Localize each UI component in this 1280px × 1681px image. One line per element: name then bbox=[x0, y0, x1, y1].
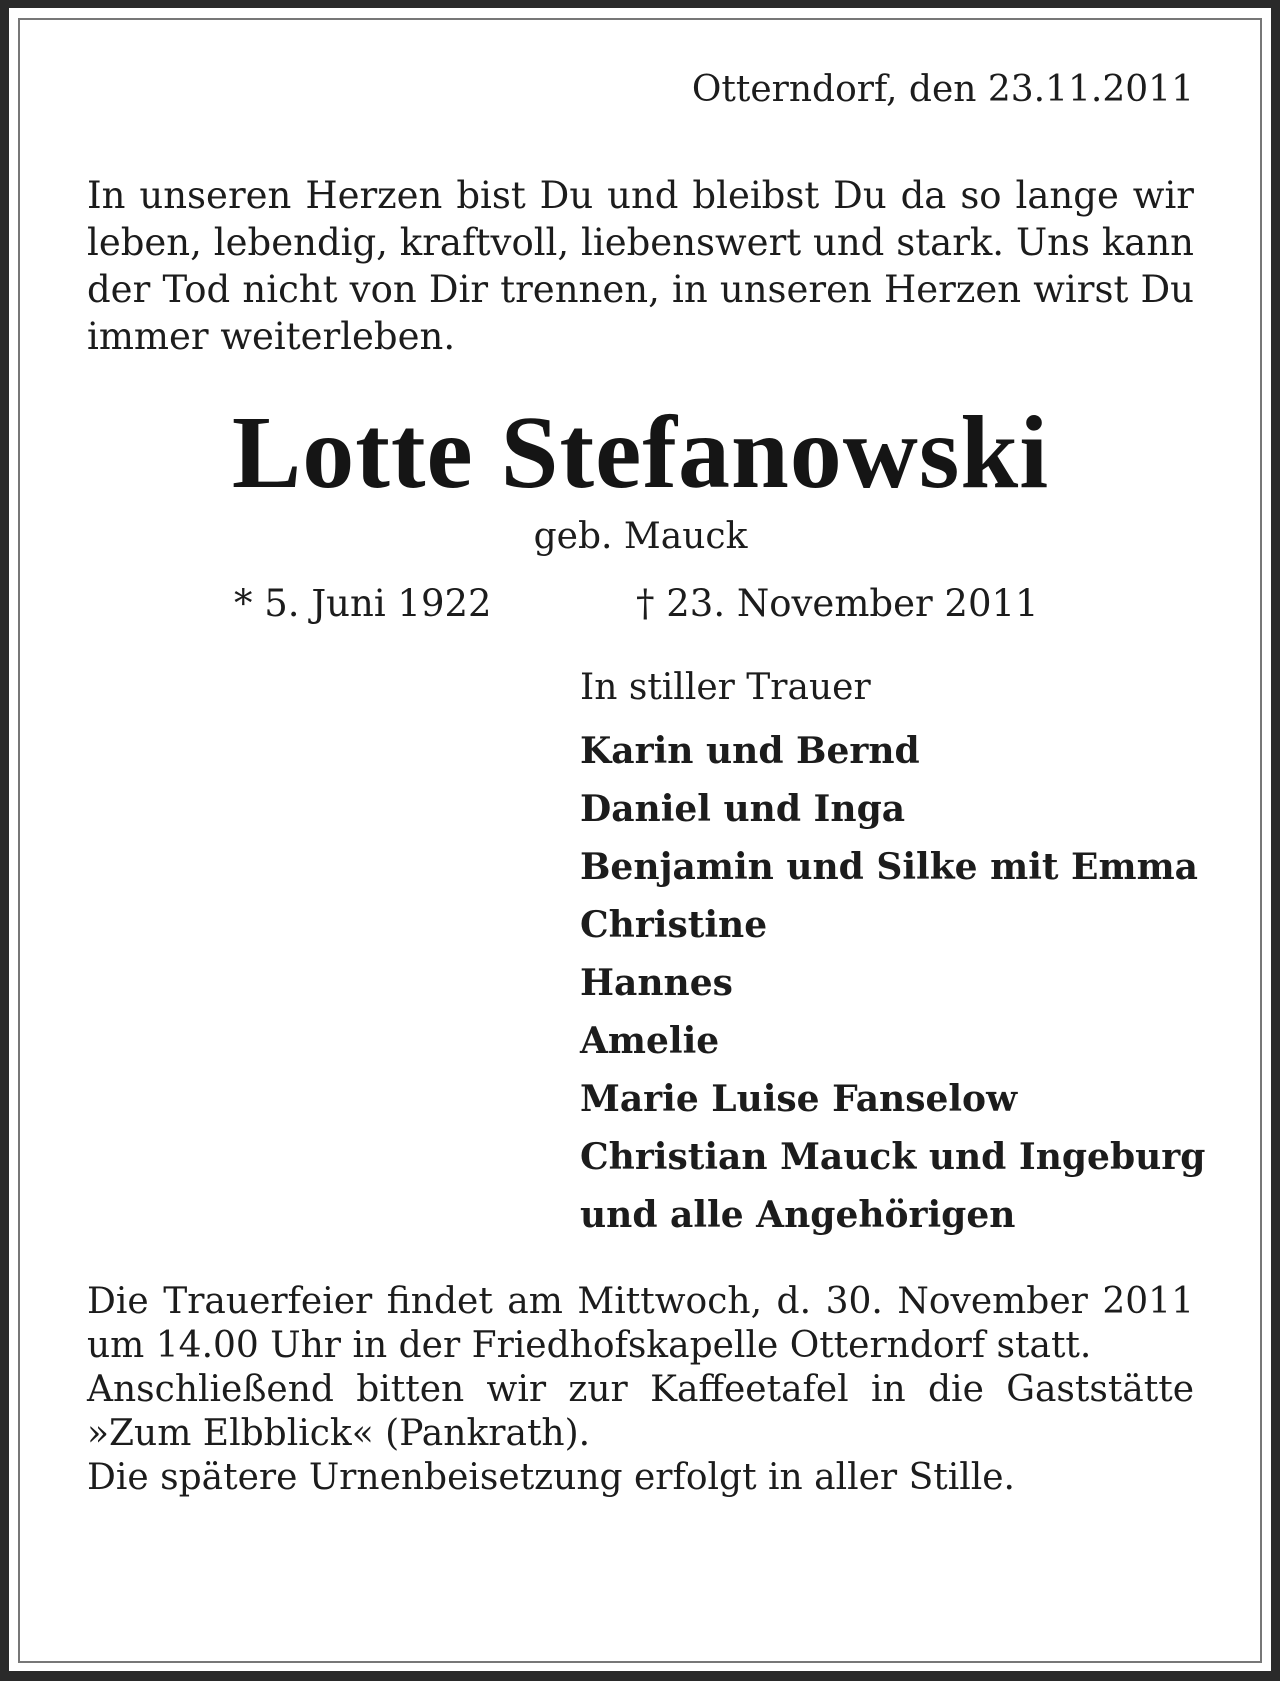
mourners-list bbox=[580, 722, 1206, 1244]
list-item: Christine bbox=[580, 904, 768, 946]
list-item: und alle Angehörigen bbox=[580, 1194, 1016, 1236]
funeral-notes bbox=[87, 1280, 1194, 1500]
memorial-verse: In unseren Herzen bist Du und bleibst Du da so lange wir leben, lebendig, kraftvoll, liebenswert und stark. Uns kann der Tod nicht von Dir trennen, in unseren Herzen wirst Du immer weiterleben. bbox=[87, 174, 1194, 358]
death-date: † 23. November 2011 bbox=[636, 582, 1039, 625]
list-item: Daniel und Inga bbox=[580, 788, 906, 830]
list-item: Benjamin und Silke mit Emma bbox=[580, 846, 1198, 888]
list-item: Marie Luise Fanselow bbox=[580, 1078, 1018, 1120]
birth-date: * 5. Juni 1922 bbox=[234, 582, 492, 625]
burial-info: Die spätere Urnenbeisetzung erfolgt in aller Stille. bbox=[87, 1457, 1015, 1498]
life-dates bbox=[87, 578, 1194, 630]
mourners-block bbox=[580, 664, 1206, 1244]
obituary-notice bbox=[87, 60, 1206, 1500]
list-item: Hannes bbox=[580, 962, 733, 1004]
reception-info: Anschließend bitten wir zur Kaffeetafel in die Gaststätte »Zum Elbblick« (Pankrath). bbox=[87, 1369, 1194, 1454]
maiden-name: geb. Mauck bbox=[533, 516, 748, 557]
deceased-name: Lotte Stefanowski bbox=[231, 395, 1050, 510]
mourning-intro: In stiller Trauer bbox=[580, 667, 871, 708]
list-item: Amelie bbox=[580, 1020, 720, 1062]
place-date: Otterndorf, den 23.11.2011 bbox=[691, 69, 1194, 110]
list-item: Christian Mauck und Ingeburg bbox=[580, 1136, 1206, 1178]
funeral-info: Die Trauerfeier findet am Mittwoch, d. 30. November 2011 um 14.00 Uhr in der Friedhofskapelle Otterndorf statt. bbox=[87, 1281, 1194, 1366]
list-item: Karin und Bernd bbox=[580, 730, 920, 772]
